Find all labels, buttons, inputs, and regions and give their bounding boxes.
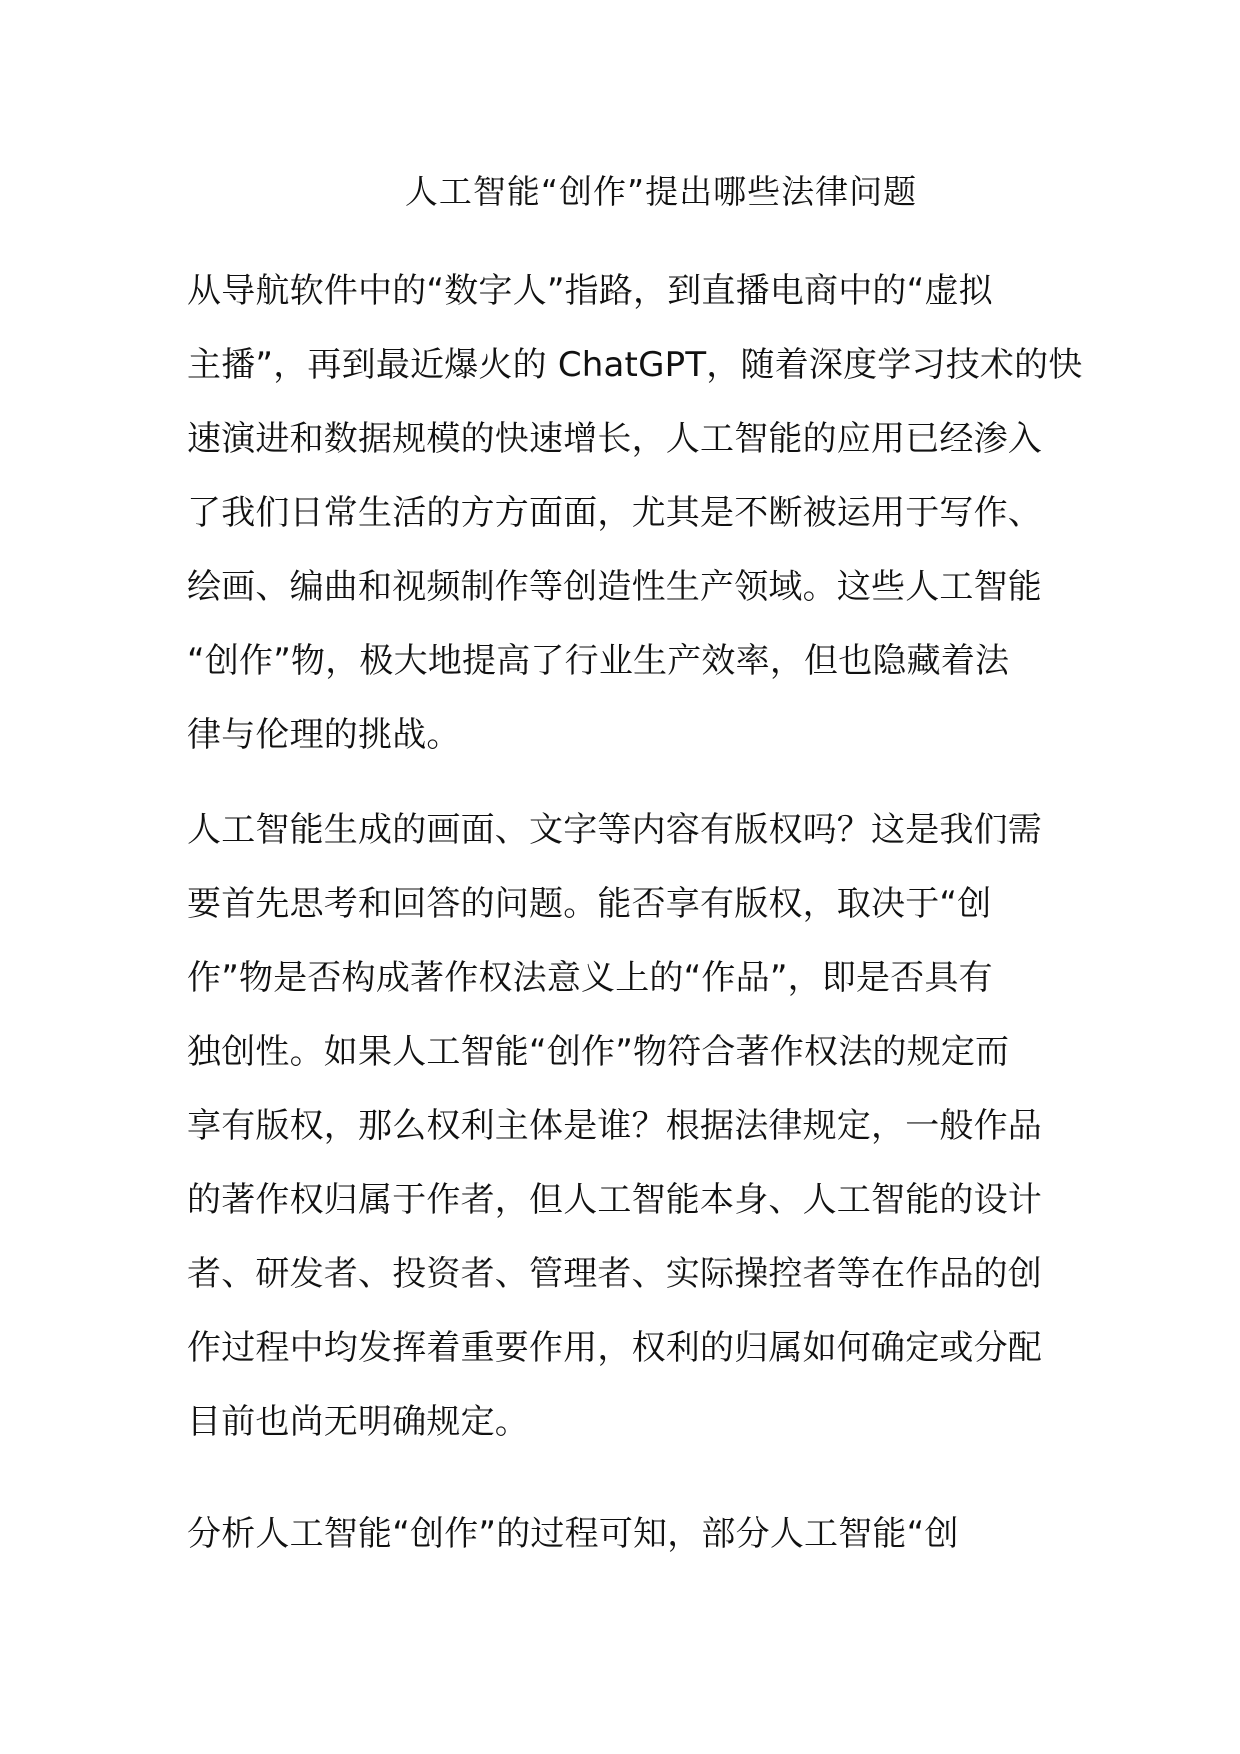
paragraph-line: 享有版权，那么权利主体是谁？根据法律规定，一般作品 — [187, 1106, 1042, 1146]
paragraph-line: “创作”物，极大地提高了行业生产效率，但也隐藏着法 — [187, 641, 1010, 681]
paragraph-line: 从导航软件中的“数字人”指路，到直播电商中的“虚拟 — [187, 271, 993, 311]
paragraph-line: 的著作权归属于作者，但人工智能本身、人工智能的设计 — [187, 1180, 1042, 1220]
paragraph-line: 作”物是否构成著作权法意义上的“作品”，即是否具有 — [187, 958, 993, 998]
paragraph-2 — [187, 793, 1057, 1459]
paragraph-line: 作过程中均发挥着重要作用，权利的归属如何确定或分配 — [187, 1328, 1042, 1368]
paragraph-line: 独创性。如果人工智能“创作”物符合著作权法的规定而 — [187, 1032, 1010, 1072]
paragraph-1 — [187, 254, 1083, 772]
paragraph-line: 律与伦理的挑战。 — [187, 715, 461, 755]
paragraph-line: 人工智能生成的画面、文字等内容有版权吗？这是我们需 — [187, 810, 1042, 850]
paragraph-line: 目前也尚无明确规定。 — [187, 1402, 529, 1442]
paragraph-line: 了我们日常生活的方方面面，尤其是不断被运用于写作、 — [187, 493, 1042, 533]
document-title: 人工智能“创作”提出哪些法律问题 — [404, 172, 918, 211]
paragraph-line: 速演进和数据规模的快速增长，人工智能的应用已经渗入 — [187, 419, 1042, 459]
paragraph-line: 主播”，再到最近爆火的 ChatGPT，随着深度学习技术的快 — [187, 345, 1083, 385]
paragraph-line: 要首先思考和回答的问题。能否享有版权，取决于“创 — [187, 884, 992, 924]
paragraph-line: 绘画、编曲和视频制作等创造性生产领域。这些人工智能 — [187, 567, 1042, 607]
paragraph-line: 者、研发者、投资者、管理者、实际操控者等在作品的创 — [187, 1254, 1042, 1294]
paragraph-3 — [187, 1497, 1057, 1571]
paragraph-line: 分析人工智能“创作”的过程可知，部分人工智能“创 — [187, 1514, 959, 1554]
